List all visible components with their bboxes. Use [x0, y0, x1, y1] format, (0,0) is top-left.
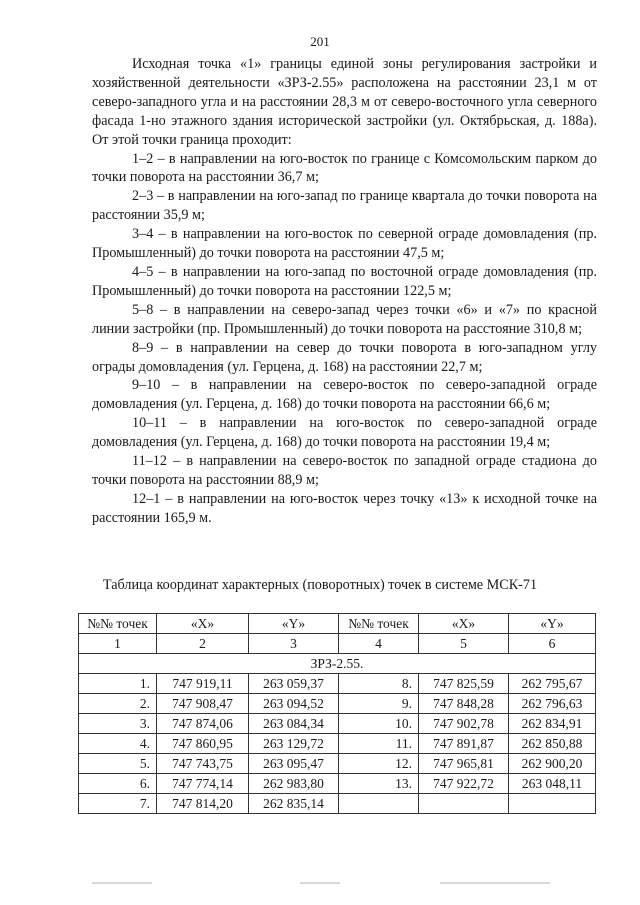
column-number-cell: 3 [249, 634, 339, 654]
paragraph-segment-12-1: 12–1 – в направлении на юго-восток через точку «13» к исходной точке на расстоянии 165,9 м. [92, 490, 597, 526]
point-number: 1. [79, 674, 157, 694]
coordinates-table [78, 613, 596, 814]
x-coordinate: 747 902,78 [419, 714, 509, 734]
table-row [79, 674, 596, 694]
x-coordinate: 747 825,59 [419, 674, 509, 694]
point-number: 9. [339, 694, 419, 714]
body-text [92, 55, 597, 528]
paragraph-segment-11-12: 11–12 – в направлении на северо-восток по западной ограде стадиона до точки поворота на расстоянии 88,9 м; [92, 453, 597, 488]
point-number: 4. [79, 734, 157, 754]
paragraph-segment-4-5: 4–5 – в направлении на юго-запад по восточной ограде домовладения (пр. Промышленный) до точки поворота на расстоянии 122,5 м; [92, 263, 597, 299]
header-cell: «Y» [249, 614, 339, 634]
y-coordinate: 262 795,67 [509, 674, 596, 694]
table-row [79, 794, 596, 814]
paragraph-segment-3-4: 3–4 – в направлении на юго-восток по северной ограде домовладения (пр. Промышленный) до точки поворота на расстоянии 47,5 м; [92, 226, 597, 262]
y-coordinate: 263 094,52 [249, 694, 339, 714]
point-number: 2. [79, 694, 157, 714]
table-row [79, 714, 596, 734]
column-number-cell: 5 [419, 634, 509, 654]
paragraph-segment-9-10: 9–10 – в направлении на северо-восток по северо-западной ограде домовладения (ул. Герцена, д. 168) до точки поворота на расстоянии 66,6 м; [92, 377, 597, 413]
table-row [79, 774, 596, 794]
table-row [79, 754, 596, 774]
y-coordinate: 263 059,37 [249, 674, 339, 694]
paragraph-segment-5-8: 5–8 – в направлении на северо-запад через точки «6» и «7» по красной линии застройки (пр. Промышленный) до точки поворота на расстояние 310,8 м; [92, 301, 597, 337]
x-coordinate: 747 891,87 [419, 734, 509, 754]
zone-label-row [79, 654, 596, 674]
y-coordinate: 262 850,88 [509, 734, 596, 754]
x-coordinate: 747 860,95 [157, 734, 249, 754]
point-number: 5. [79, 754, 157, 774]
y-coordinate: 263 129,72 [249, 734, 339, 754]
column-number-cell: 6 [509, 634, 596, 654]
page-number: 201 [310, 34, 330, 49]
x-coordinate [419, 794, 509, 814]
paragraph-segment-8-9: 8–9 – в направлении на север до точки поворота в юго-западном углу ограды домовладения (ул. Герцена, д. 168) на расстоянии 22,7 м; [92, 339, 597, 375]
y-coordinate [509, 794, 596, 814]
header-cell: «X» [157, 614, 249, 634]
point-number: 12. [339, 754, 419, 774]
x-coordinate: 747 774,14 [157, 774, 249, 794]
paragraph-segment-1-2: 1–2 – в направлении на юго-восток по границе с Комсомольским парком до точки поворота на расстоянии 36,7 м; [92, 150, 597, 186]
y-coordinate: 262 900,20 [509, 754, 596, 774]
column-number-cell: 2 [157, 634, 249, 654]
table-caption: Таблица координат характерных (поворотных) точек в системе МСК-71 [102, 577, 538, 593]
y-coordinate: 262 834,91 [509, 714, 596, 734]
paragraph-segment-2-3: 2–3 – в направлении на юго-запад по границе квартала до точки поворота на расстоянии 35,9 м; [92, 188, 597, 224]
column-number-cell: 1 [79, 634, 157, 654]
x-coordinate: 747 922,72 [419, 774, 509, 794]
point-number: 11. [339, 734, 419, 754]
scan-artifact [92, 882, 152, 884]
point-number: 7. [79, 794, 157, 814]
point-number [339, 794, 419, 814]
scan-artifact [440, 882, 550, 884]
y-coordinate: 263 095,47 [249, 754, 339, 774]
header-cell: №№ точек [339, 614, 419, 634]
x-coordinate: 747 965,81 [419, 754, 509, 774]
point-number: 3. [79, 714, 157, 734]
x-coordinate: 747 814,20 [157, 794, 249, 814]
column-number-cell: 4 [339, 634, 419, 654]
point-number: 8. [339, 674, 419, 694]
table-row [79, 694, 596, 714]
paragraph-intro: Исходная точка «1» границы единой зоны регулирования застройки и хозяйственной деятельности «ЗРЗ-2.55» расположена на расстоянии 23,1 м от северо-западного угла и на расстоянии 28,3 м от северо-восточного угла северного фасада 1-но этажного здания исторической застройки (ул. Октябрьская, д. 188а). От этой точки граница проходит: [92, 56, 597, 148]
table-header-row [79, 614, 596, 634]
x-coordinate: 747 743,75 [157, 754, 249, 774]
y-coordinate: 262 796,63 [509, 694, 596, 714]
header-cell: №№ точек [79, 614, 157, 634]
zone-label: ЗРЗ-2.55. [79, 654, 596, 674]
x-coordinate: 747 908,47 [157, 694, 249, 714]
y-coordinate: 262 983,80 [249, 774, 339, 794]
point-number: 10. [339, 714, 419, 734]
point-number: 13. [339, 774, 419, 794]
header-cell: «Y» [509, 614, 596, 634]
y-coordinate: 263 048,11 [509, 774, 596, 794]
x-coordinate: 747 874,06 [157, 714, 249, 734]
y-coordinate: 263 084,34 [249, 714, 339, 734]
table-row [79, 734, 596, 754]
point-number: 6. [79, 774, 157, 794]
y-coordinate: 262 835,14 [249, 794, 339, 814]
paragraph-segment-10-11: 10–11 – в направлении на юго-восток по северо-западной ограде домовладения (ул. Герцена, д. 168) до точки поворота на расстоянии 19,4 м; [92, 415, 597, 451]
x-coordinate: 747 848,28 [419, 694, 509, 714]
column-number-row [79, 634, 596, 654]
scan-artifact [300, 882, 340, 884]
header-cell: «X» [419, 614, 509, 634]
x-coordinate: 747 919,11 [157, 674, 249, 694]
